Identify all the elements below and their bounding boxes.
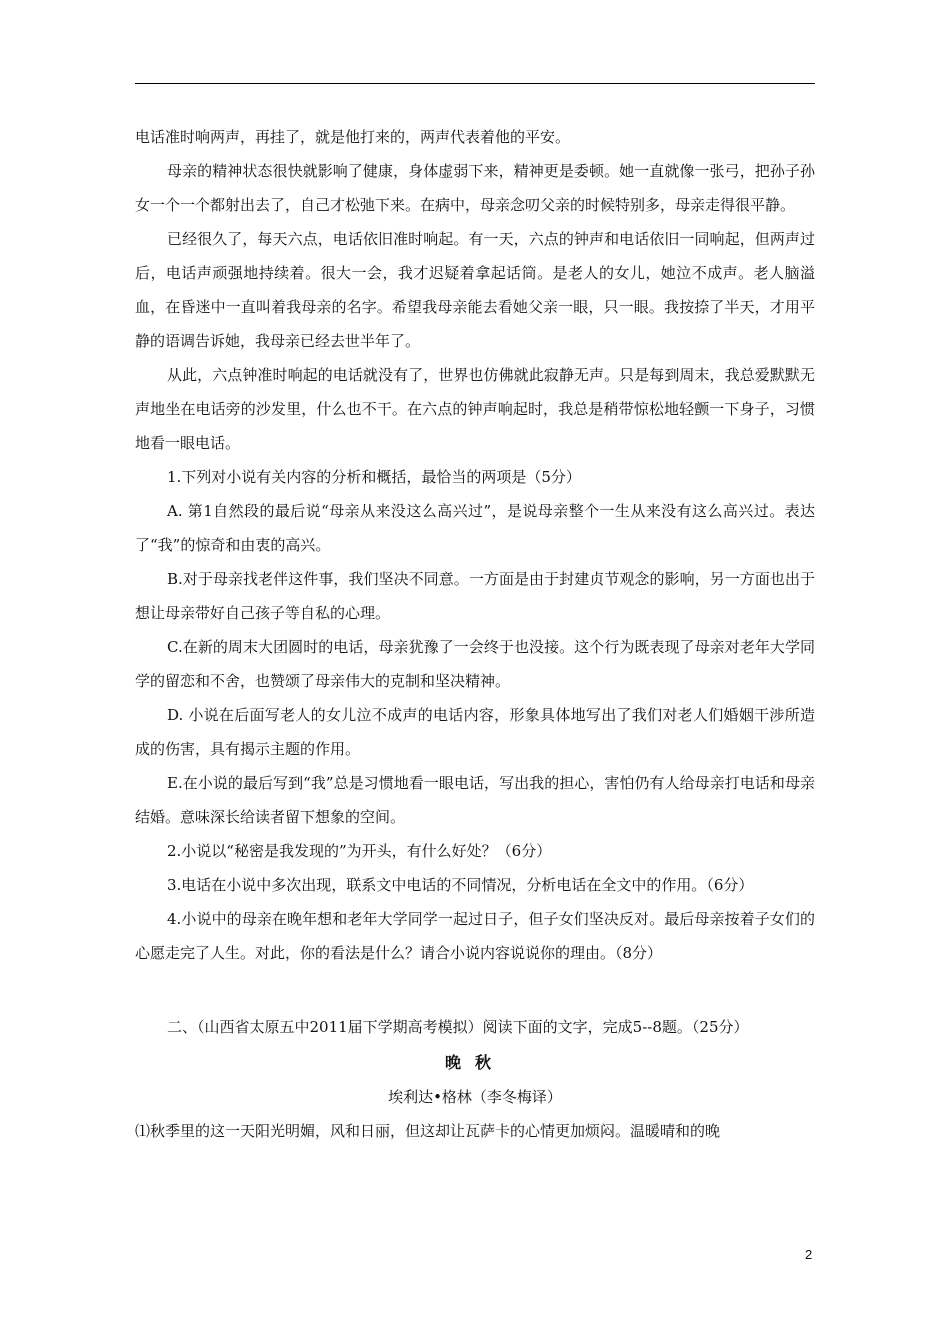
- option-d: D. 小说在后面写老人的女儿泣不成声的电话内容，形象具体地写出了我们对老人们婚姻干涉所造成的伤害，具有揭示主题的作用。: [135, 706, 815, 758]
- question-4: 4.小说中的母亲在晚年想和老年大学同学一起过日子，但子女们坚决反对。最后母亲按着子女们的心愿走完了人生。对此，你的看法是什么？请合小说内容说说你的理由。（8分）: [135, 910, 815, 962]
- story-author: 埃利达•格林（李冬梅译）: [388, 1088, 562, 1106]
- paragraph-continuation: 电话准时响两声，再挂了，就是他打来的，两声代表着他的平安。: [135, 128, 571, 146]
- question-3: 3.电话在小说中多次出现，联系文中电话的不同情况，分析电话在全文中的作用。（6分）: [167, 876, 754, 894]
- option-c: C.在新的周末大团圆时的电话，母亲犹豫了一会终于也没接。这个行为既表现了母亲对老年大学同学的留恋和不舍，也赞颂了母亲伟大的克制和坚决精神。: [135, 638, 815, 690]
- story-title: 晚秋: [444, 1053, 505, 1072]
- option-e: E.在小说的最后写到“我”总是习惯地看一眼电话，写出我的担心，害怕仍有人给母亲打电话和母亲结婚。意味深长给读者留下想象的空间。: [135, 774, 815, 826]
- story-first-paragraph: ⑴秋季里的这一天阳光明媚，风和日丽，但这却让瓦萨卡的心情更加烦闷。温暖晴和的晚: [135, 1122, 721, 1140]
- question-1: 1.下列对小说有关内容的分析和概括，最恰当的两项是（5分）: [167, 468, 581, 486]
- option-a: A. 第1自然段的最后说“母亲从来没这么高兴过”，是说母亲整个一生从来没有这么高兴过。表达了“我”的惊奇和由衷的高兴。: [135, 502, 815, 554]
- paragraph: 母亲的精神状态很快就影响了健康，身体虚弱下来，精神更是委顿。她一直就像一张弓，把孙子孙女一个一个都射出去了，自己才松弛下来。在病中，母亲念叨父亲的时候特别多，母亲走得很平静。: [135, 162, 815, 214]
- question-2: 2.小说以“秘密是我发现的”为开头，有什么好处？（6分）: [167, 842, 552, 860]
- section-heading: 二、（山西省太原五中2011届下学期高考模拟）阅读下面的文字，完成5--8题。（25分）: [167, 1018, 749, 1036]
- page-number: 2: [805, 1247, 813, 1262]
- paragraph: 从此，六点钟准时响起的电话就没有了，世界也仿佛就此寂静无声。只是每到周末，我总爱默默无声地坐在电话旁的沙发里，什么也不干。在六点的钟声响起时，我总是稍带惊松地轻颤一下身子，习惯地看一眼电话。: [135, 366, 815, 452]
- document-body: [135, 120, 815, 1148]
- paragraph: 已经很久了，每天六点，电话依旧准时响起。有一天，六点的钟声和电话依旧一同响起，但两声过后，电话声顽强地持续着。很大一会，我才迟疑着拿起话筒。是老人的女儿，她泣不成声。老人脑溢血，在昏迷中一直叫着我母亲的名字。希望我母亲能去看她父亲一眼，只一眼。我按捺了半天，才用平静的语调告诉她，我母亲已经去世半年了。: [135, 230, 815, 350]
- header-rule: [135, 83, 815, 84]
- option-b: B.对于母亲找老伴这件事，我们坚决不同意。一方面是由于封建贞节观念的影响，另一方面也出于想让母亲带好自己孩子等自私的心理。: [135, 570, 815, 622]
